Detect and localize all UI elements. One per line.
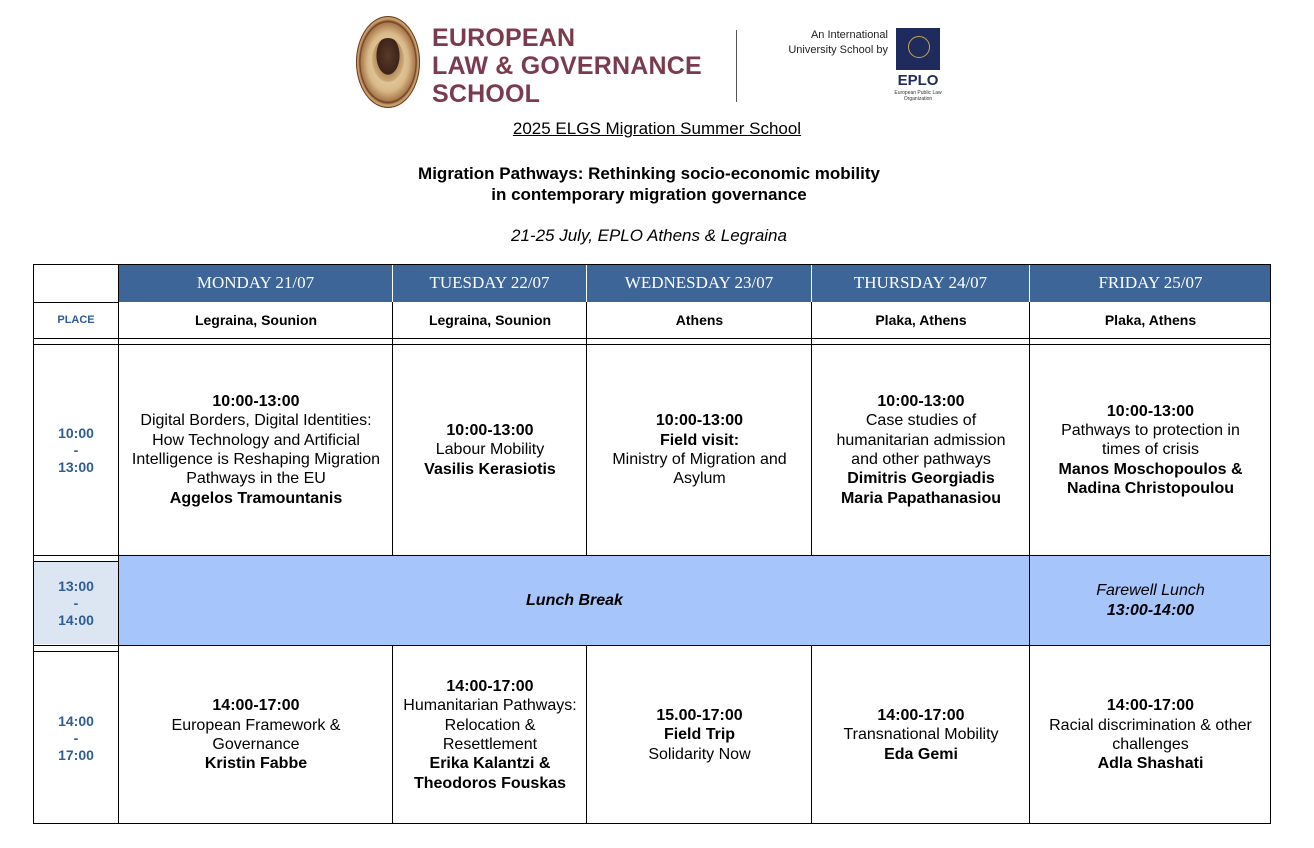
- session-friday-morning: [1030, 344, 1271, 556]
- lunch-time-slot: [33, 562, 119, 644]
- place-label: PLACE: [57, 313, 95, 326]
- school-brand-name: [432, 24, 702, 108]
- session-speaker: Erika Kalantzi &: [429, 755, 551, 773]
- session-title-line: times of crisis: [1102, 441, 1199, 459]
- time-start: 14:00: [58, 712, 94, 729]
- table-border: [33, 645, 1271, 646]
- brand-line-1: EUROPEAN: [432, 24, 576, 52]
- session-tuesday-afternoon: [393, 646, 587, 824]
- session-title-line: Digital Borders, Digital Identities:: [140, 412, 372, 430]
- table-border: [33, 302, 119, 303]
- session-title-line: Case studies of: [865, 412, 977, 430]
- session-title-line: humanitarian admission: [836, 431, 1006, 449]
- morning-time-slot: [33, 344, 119, 556]
- event-dates: 21-25 July, EPLO Athens & Legraina: [511, 226, 787, 245]
- lunch-break: Lunch Break: [119, 556, 1030, 646]
- table-border: [33, 561, 119, 562]
- session-speaker: Adla Shashati: [1097, 755, 1204, 773]
- session-wednesday-afternoon: [587, 646, 812, 824]
- table-border: [33, 823, 1271, 824]
- session-time: 14:00-17:00: [877, 707, 965, 725]
- session-monday-morning: [119, 344, 393, 556]
- school-seal-logo: [356, 16, 420, 108]
- subtitle-line-1: Migration Pathways: Rethinking socio-economic mobility: [418, 164, 880, 183]
- time-start: 13:00: [58, 577, 94, 594]
- table-border: [1029, 302, 1030, 824]
- session-time: 10:00-13:00: [877, 393, 965, 411]
- day-header-tuesday: TUESDAY 22/07: [393, 264, 587, 302]
- afternoon-time-slot: [33, 652, 119, 824]
- session-speaker: Aggelos Tramountanis: [169, 489, 343, 507]
- day-header-monday: MONDAY 21/07: [119, 264, 393, 302]
- farewell-lunch: [1030, 556, 1271, 646]
- session-speaker: Kristin Fabbe: [204, 755, 308, 773]
- session-title-line: European Framework &: [171, 716, 341, 734]
- session-label: Field visit:: [659, 431, 740, 449]
- session-speaker: Nadina Christopoulou: [1066, 479, 1235, 497]
- session-speaker: Eda Gemi: [884, 745, 958, 763]
- table-border: [118, 264, 119, 824]
- session-title-line: Pathways to protection in: [1061, 422, 1240, 440]
- session-tuesday-morning: [393, 344, 587, 556]
- session-time: 10:00-13:00: [655, 412, 744, 430]
- eplo-emblem-logo: [896, 28, 940, 70]
- table-border: [33, 338, 1271, 339]
- document-subtitle: [0, 163, 1298, 205]
- session-title-line: and other pathways: [851, 451, 991, 468]
- table-border: [586, 646, 587, 824]
- place-wednesday: Athens: [675, 312, 724, 328]
- session-title-line: Governance: [212, 736, 300, 753]
- table-border: [33, 264, 34, 824]
- session-wednesday-morning: [587, 344, 812, 556]
- table-border: [33, 555, 1271, 556]
- place-monday: Legraina, Sounion: [194, 312, 318, 328]
- brand-line-2: LAW & GOVERNANCE: [432, 52, 702, 80]
- eplo-subtitle: European Public Law Organization: [894, 90, 942, 102]
- table-border: [1270, 264, 1271, 824]
- header-divider: [736, 30, 737, 102]
- farewell-lunch-time: 13:00-14:00: [1106, 602, 1195, 619]
- time-end: 17:00: [58, 746, 94, 763]
- intl-caption: [760, 28, 888, 58]
- eplo-name: EPLO: [897, 72, 939, 89]
- time-end: 13:00: [58, 458, 94, 475]
- session-monday-afternoon: [119, 646, 393, 824]
- header-logos: [350, 14, 950, 118]
- farewell-lunch-label: Farewell Lunch: [1096, 582, 1205, 599]
- schedule-table: [33, 264, 1271, 824]
- session-time: 14:00-17:00: [212, 697, 300, 715]
- table-border: [586, 302, 587, 556]
- session-time: 14:00-17:00: [446, 678, 534, 696]
- day-header-wednesday: WEDNESDAY 23/07: [587, 264, 812, 302]
- time-dash: -: [73, 594, 79, 611]
- session-title-line: Transnational Mobility: [843, 726, 999, 744]
- session-time: 15.00-17:00: [656, 707, 743, 725]
- session-title-line: Asylum: [673, 470, 726, 488]
- session-title-line: challenges: [1112, 736, 1189, 753]
- session-title-line: Labour Mobility: [435, 441, 545, 459]
- session-time: 10:00-13:00: [1106, 402, 1195, 420]
- time-start: 10:00: [58, 424, 94, 441]
- session-title-line: How Technology and Artificial: [152, 431, 360, 449]
- intl-line-2: University School by: [788, 44, 888, 56]
- table-border: [392, 302, 393, 556]
- place-friday: Plaka, Athens: [1104, 312, 1197, 328]
- table-border: [392, 646, 393, 824]
- session-thursday-afternoon: [812, 646, 1030, 824]
- table-border: [33, 344, 1271, 345]
- session-thursday-morning: [812, 344, 1030, 556]
- session-title-line: Solidarity Now: [648, 745, 751, 763]
- table-border: [811, 646, 812, 824]
- table-border: [33, 651, 119, 652]
- session-title-line: Humanitarian Pathways:: [403, 697, 577, 715]
- brand-line-3: SCHOOL: [432, 80, 541, 108]
- place-thursday: Plaka, Athens: [875, 312, 967, 328]
- session-time: 10:00-13:00: [212, 393, 300, 411]
- session-time: 10:00-13:00: [446, 422, 534, 440]
- session-speaker: Dimitris Georgiadis: [847, 470, 995, 488]
- session-speaker: Theodoros Fouskas: [413, 774, 567, 792]
- session-speaker: Maria Papathanasiou: [840, 489, 1002, 507]
- session-time: 14:00-17:00: [1106, 697, 1195, 715]
- time-dash: -: [73, 441, 79, 458]
- day-header-friday: FRIDAY 25/07: [1030, 264, 1271, 302]
- session-label: Field Trip: [663, 726, 736, 744]
- session-speaker: Vasilis Kerasiotis: [424, 460, 556, 478]
- session-title-line: Racial discrimination & other: [1049, 716, 1252, 734]
- session-title-line: Relocation &: [444, 716, 536, 734]
- session-title-line: Ministry of Migration and: [612, 451, 787, 468]
- time-dash: -: [73, 729, 79, 746]
- table-border: [33, 264, 1271, 265]
- day-header-thursday: THURSDAY 24/07: [812, 264, 1030, 302]
- place-tuesday: Legraina, Sounion: [428, 312, 552, 328]
- session-speaker: Manos Moschopoulos &: [1058, 460, 1243, 478]
- session-friday-afternoon: [1030, 646, 1271, 824]
- subtitle-line-2: in contemporary migration governance: [491, 185, 807, 204]
- session-title-line: Intelligence is Reshaping Migration: [131, 451, 381, 468]
- document-title: 2025 ELGS Migration Summer School: [512, 119, 802, 138]
- session-title-line: Pathways in the EU: [186, 470, 326, 488]
- session-title-line: Resettlement: [442, 736, 538, 753]
- table-border: [811, 302, 812, 556]
- time-end: 14:00: [58, 611, 94, 628]
- intl-line-1: An International: [810, 29, 888, 41]
